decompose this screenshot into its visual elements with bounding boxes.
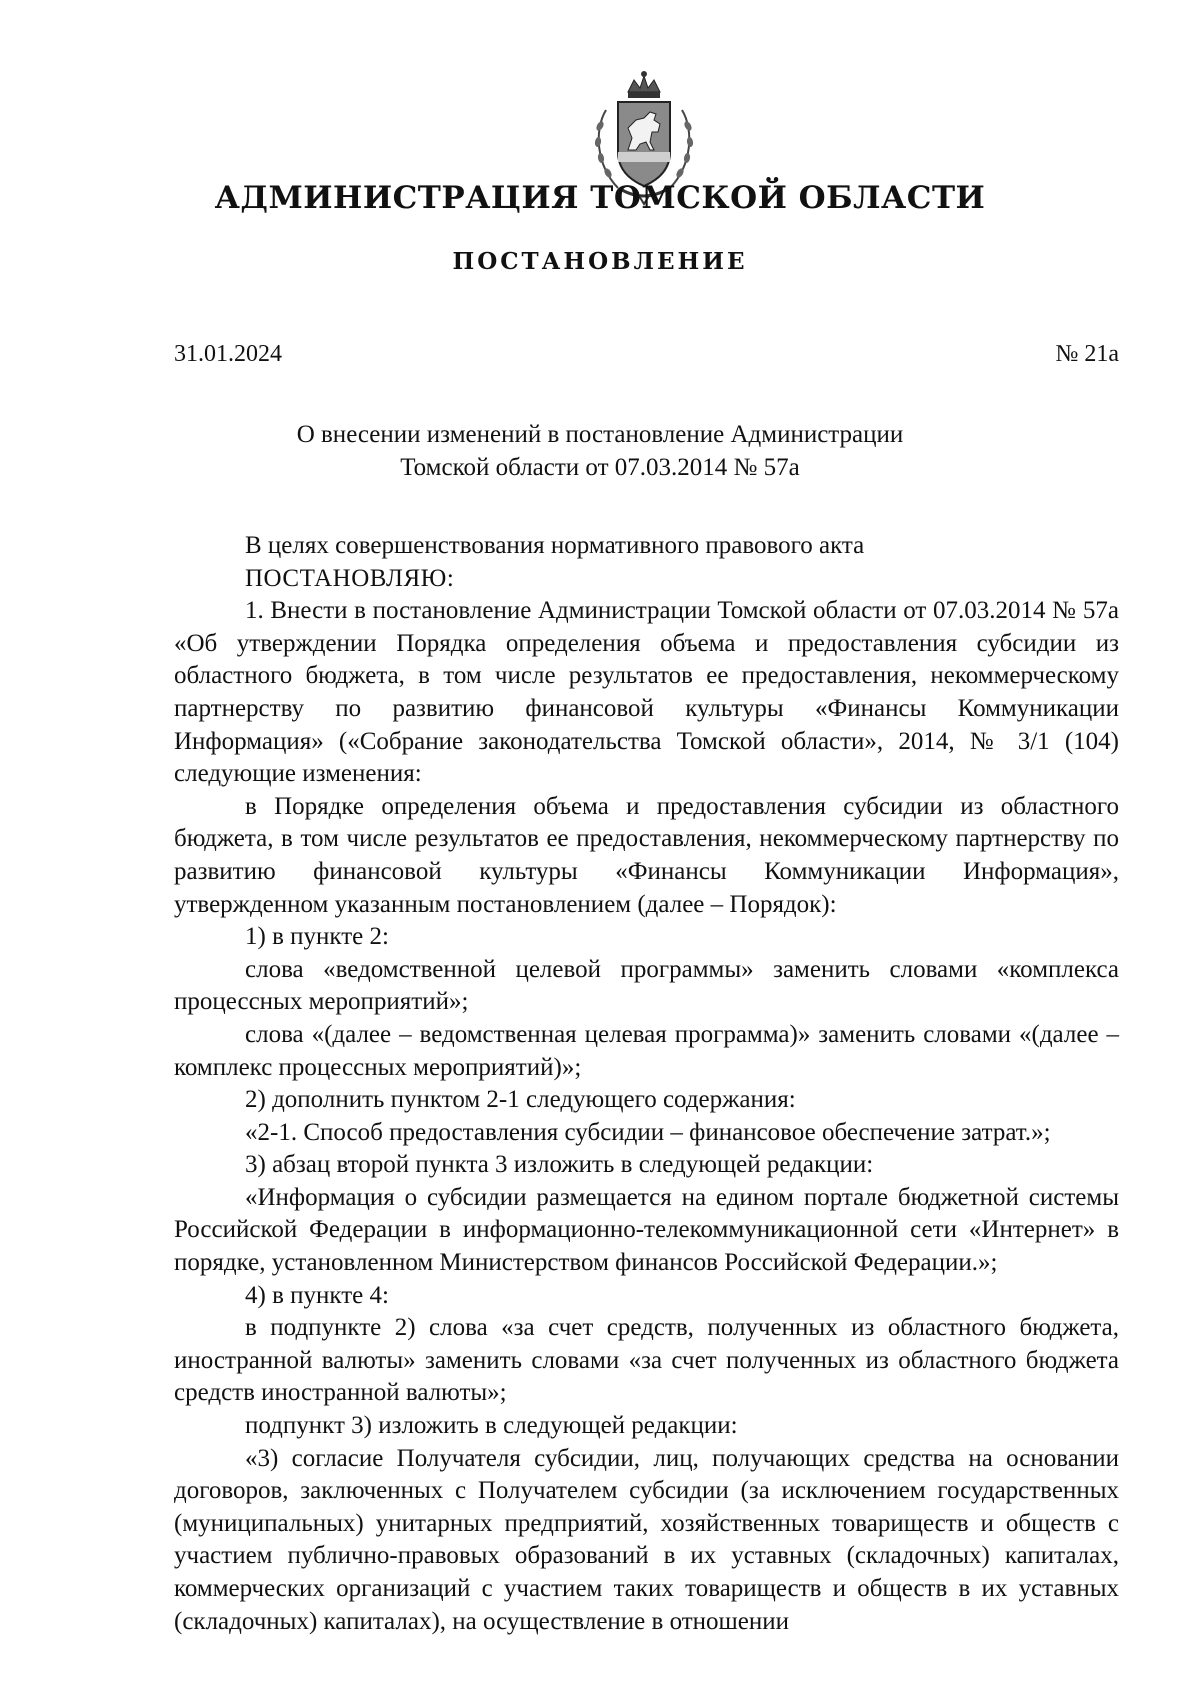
body-paragraph: «2-1. Способ предоставления субсидии – финансовое обеспечение затрат.»; bbox=[245, 1118, 1051, 1146]
subject-line: Томской области от 07.03.2014 № 57а bbox=[400, 454, 800, 481]
body-paragraph: 3) абзац второй пункта 3 изложить в следующей редакции: bbox=[245, 1151, 874, 1179]
document-subject bbox=[200, 418, 1000, 484]
decree-word: ПОСТАНОВЛЯЮ: bbox=[245, 564, 455, 592]
document-body bbox=[174, 530, 1119, 1638]
intro-paragraph: В целях совершенствования нормативного правового акта bbox=[245, 532, 865, 559]
body-paragraph: в подпункте 2) слова «за счет средств, полученных из областного бюджета, иностранной валюты» заменить словами «за счет полученных из областного бюджета средств иностранной валюты»; bbox=[174, 1314, 1119, 1407]
body-paragraph: «Информация о субсидии размещается на едином портале бюджетной системы Российской Федерации в информационно-телекоммуникационной сети «Интернет» в порядке, установленном Министерством финансов Российской Федерации.»; bbox=[174, 1183, 1119, 1277]
body-paragraph: слова «ведомственной целевой программы» заменить словами «комплекса процессных мероприятий»; bbox=[174, 955, 1119, 1016]
body-paragraph: 1) в пункте 2: bbox=[245, 923, 389, 951]
body-paragraph: 4) в пункте 4: bbox=[245, 1281, 389, 1309]
subject-line: О внесении изменений в постановление Администрации bbox=[296, 421, 904, 448]
body-paragraph: в Порядке определения объема и предоставления субсидии из областного бюджета, в том числе результатов ее предоставления, некоммерческому партнерству по развитию финансовой культуры «Финансы Коммуникации Информация», утвержденном указанным постановлением (далее – Порядок): bbox=[174, 792, 1119, 918]
body-paragraph: 1. Внести в постановление Администрации Томской области от 07.03.2014 № 57а «Об утверждении Порядка определения объема и предоставления субсидии из областного бюджета, в том числе результатов ее предоставления, некоммерческому партнерству по развитию финансовой культуры «Финансы Коммуникации Информация» («Собрание законодательства Томской области», 2014, № 3/1 (104) следующие изменения: bbox=[174, 597, 1119, 788]
body-paragraph: «3) согласие Получателя субсидии, лиц, получающих средства на основании договоров, заключенных с Получателем субсидии (за исключением государственных (муниципальных) унитарных предприятий, хозяйственных товариществ и обществ с участием публично-правовых образований в их уставных (складочных) капиталах, коммерческих организаций с участием таких товариществ и обществ в их уставных (складочных) капиталах), на осуществление в отношении bbox=[174, 1444, 1119, 1635]
organization-title: АДМИНИСТРАЦИЯ ТОМСКОЙ ОБЛАСТИ bbox=[214, 180, 986, 216]
body-paragraph: 2) дополнить пунктом 2-1 следующего содержания: bbox=[245, 1086, 796, 1114]
body-paragraph: слова «(далее – ведомственная целевая программа)» заменить словами «(далее – комплекс процессных мероприятий)»; bbox=[174, 1020, 1119, 1081]
document-number: № 21а bbox=[1055, 341, 1119, 367]
document-type: ПОСТАНОВЛЕНИЕ bbox=[452, 248, 748, 275]
document-date: 31.01.2024 bbox=[174, 341, 282, 367]
body-paragraph: подпункт 3) изложить в следующей редакции: bbox=[245, 1412, 738, 1440]
